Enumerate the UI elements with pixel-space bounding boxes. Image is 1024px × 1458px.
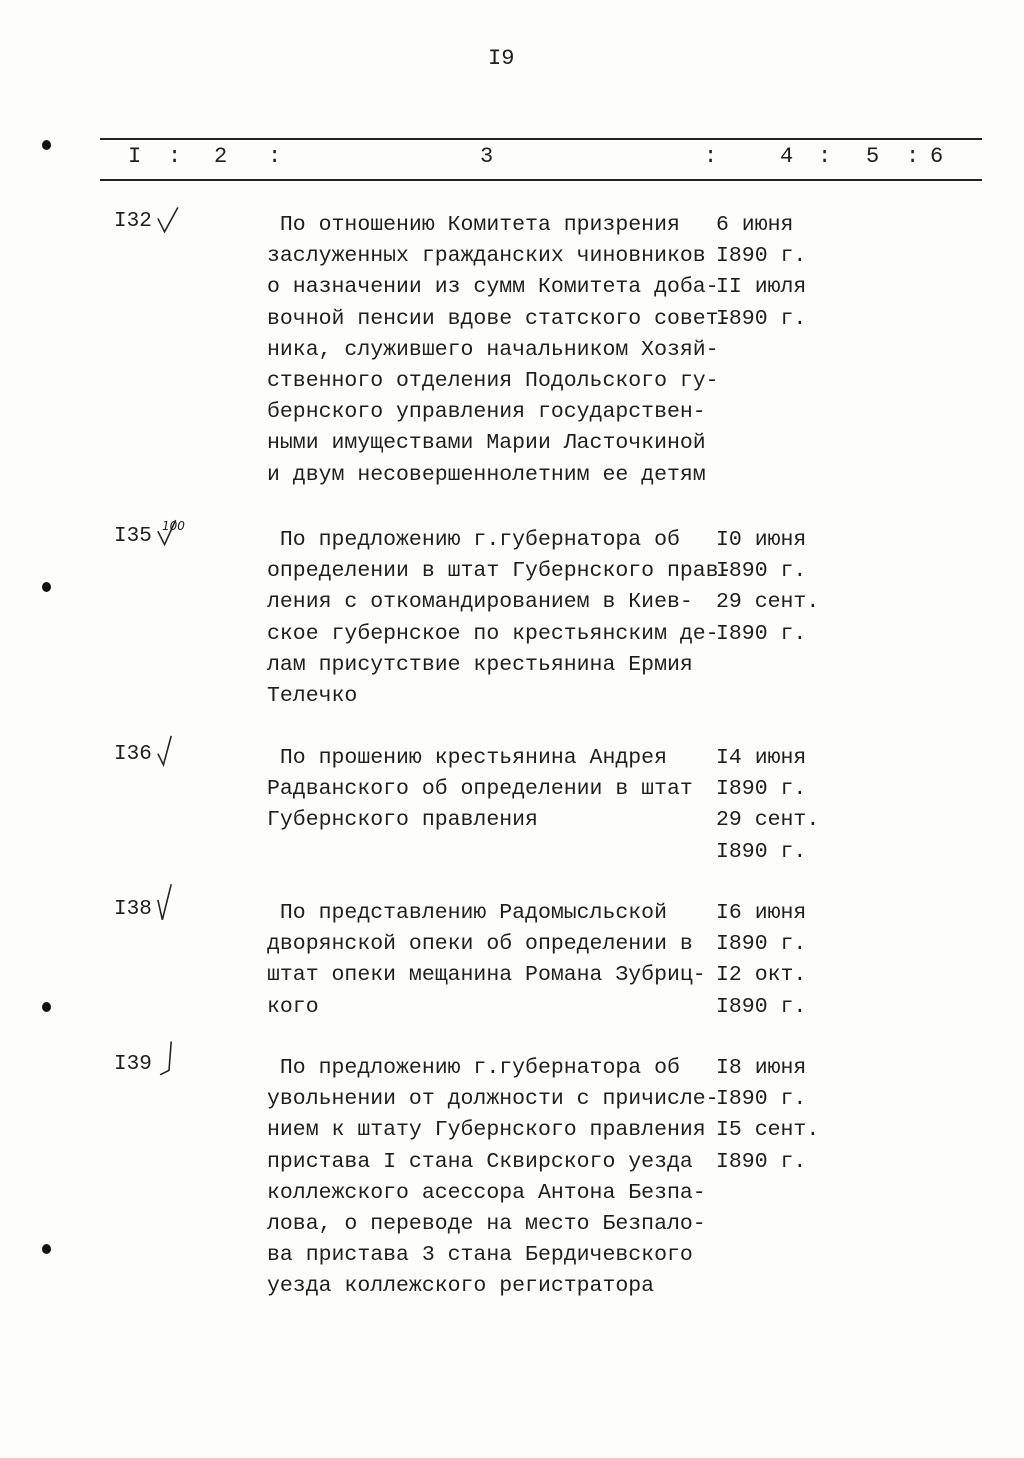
entry-description (267, 210, 731, 491)
description-line: уезда коллежского регистратора (267, 1274, 655, 1299)
entry-description (267, 1053, 719, 1303)
table-top-rule (100, 138, 982, 140)
description-line: Телечко (267, 683, 358, 708)
entry-dates (716, 525, 819, 650)
description-line: коллежского асессора Антона Безпа- (267, 1180, 706, 1205)
binding-hole-mark (42, 1244, 51, 1254)
binding-hole-mark (42, 1002, 51, 1012)
description-line: ника, служившего начальником Хозяй- (267, 337, 719, 362)
description-line: штат опеки мещанина Романа Зубриц- (267, 963, 706, 988)
column-header: 2 (214, 144, 228, 169)
description-line: ва пристава 3 стана Бердичевского (267, 1243, 693, 1268)
description-line: лам присутствие крестьянина Ермия (267, 652, 693, 677)
column-separator: : (268, 144, 282, 169)
date-line: I890 г. (716, 244, 807, 269)
description-line: кого (267, 994, 319, 1019)
date-line: I890 г. (716, 839, 807, 864)
description-line: дворянской опеки об определении в (267, 932, 693, 957)
date-line: I890 г. (716, 777, 807, 802)
date-line: I8 июня (716, 1056, 807, 1080)
entry-dates (716, 1053, 819, 1178)
date-line: I0 июня (716, 528, 807, 552)
entry-number: I39 (114, 1053, 152, 1076)
description-line: ными имуществами Марии Ласточкиной (267, 431, 706, 456)
date-line: I890 г. (716, 306, 807, 331)
entry-number: I36 (114, 743, 152, 766)
date-line: I890 г. (716, 994, 807, 1019)
entry-number: I38 (114, 898, 152, 921)
column-header: 5 (866, 144, 880, 169)
column-separator: : (906, 144, 920, 169)
description-line: лова, о переводе на место Безпало- (267, 1211, 706, 1236)
description-line: Радванского об определении в штат (267, 777, 693, 802)
checkmark-icon (152, 727, 186, 767)
description-line: По предложению г.губернатора об (267, 1056, 680, 1080)
date-line: 29 сент. (716, 808, 820, 833)
column-separator: : (818, 144, 832, 169)
handwritten-annotation: 100 (162, 519, 185, 533)
column-header: 4 (780, 144, 794, 169)
entry-description (267, 743, 693, 837)
description-line: По прошению крестьянина Андрея (267, 746, 667, 770)
date-line: I890 г. (716, 621, 807, 646)
column-header: 6 (930, 144, 944, 169)
date-line: 29 сент. (716, 590, 820, 615)
binding-hole-mark (42, 140, 51, 150)
date-line: I890 г. (716, 1149, 807, 1174)
description-line: По отношению Комитета призрения (267, 213, 680, 237)
description-line: бернского управления государствен- (267, 400, 706, 425)
description-line: Губернского правления (267, 808, 538, 833)
entry-number: I35 (114, 525, 152, 548)
entry-dates (716, 210, 806, 335)
entry-dates (716, 743, 819, 868)
date-line: I890 г. (716, 1087, 807, 1112)
description-line: увольнении от должности с причисле- (267, 1087, 719, 1112)
column-header: 3 (480, 144, 494, 169)
column-separator: : (704, 144, 718, 169)
entry-number: I32 (114, 210, 152, 233)
date-line: 6 июня (716, 213, 794, 237)
column-separator: : (168, 144, 182, 169)
table-header-rule (100, 179, 982, 181)
description-line: ления с откомандированием в Киев- (267, 590, 693, 615)
date-line: I890 г. (716, 559, 807, 584)
description-line: нием к штату Губернского правления (267, 1118, 706, 1143)
entry-description (267, 525, 731, 712)
entry-description (267, 898, 706, 1023)
date-line: I4 июня (716, 746, 807, 770)
description-line: По представлению Радомысльской (267, 901, 667, 925)
description-line: ское губернское по крестьянским де- (267, 621, 719, 646)
checkmark-icon (152, 194, 186, 234)
checkmark-icon (152, 1037, 186, 1077)
description-line: определении в штат Губернского прав- (267, 559, 732, 584)
checkmark-icon (152, 882, 186, 922)
entry-dates (716, 898, 806, 1023)
description-line: заслуженных гражданских чиновников (267, 244, 706, 269)
description-line: пристава I стана Сквирского уезда (267, 1149, 693, 1174)
date-line: I5 сент. (716, 1118, 820, 1143)
column-header: I (128, 144, 142, 169)
date-line: I890 г. (716, 932, 807, 957)
description-line: вочной пенсии вдове статского совет- (267, 306, 732, 331)
page-number: I9 (488, 46, 515, 71)
description-line: ственного отделения Подольского гу- (267, 368, 719, 393)
date-line: I6 июня (716, 901, 807, 925)
description-line: и двум несовершеннолетним ее детям (267, 462, 706, 487)
binding-hole-mark (42, 582, 51, 592)
description-line: По предложению г.губернатора об (267, 528, 680, 552)
date-line: II июля (716, 275, 807, 300)
date-line: I2 окт. (716, 963, 807, 988)
description-line: о назначении из сумм Комитета доба- (267, 275, 719, 300)
